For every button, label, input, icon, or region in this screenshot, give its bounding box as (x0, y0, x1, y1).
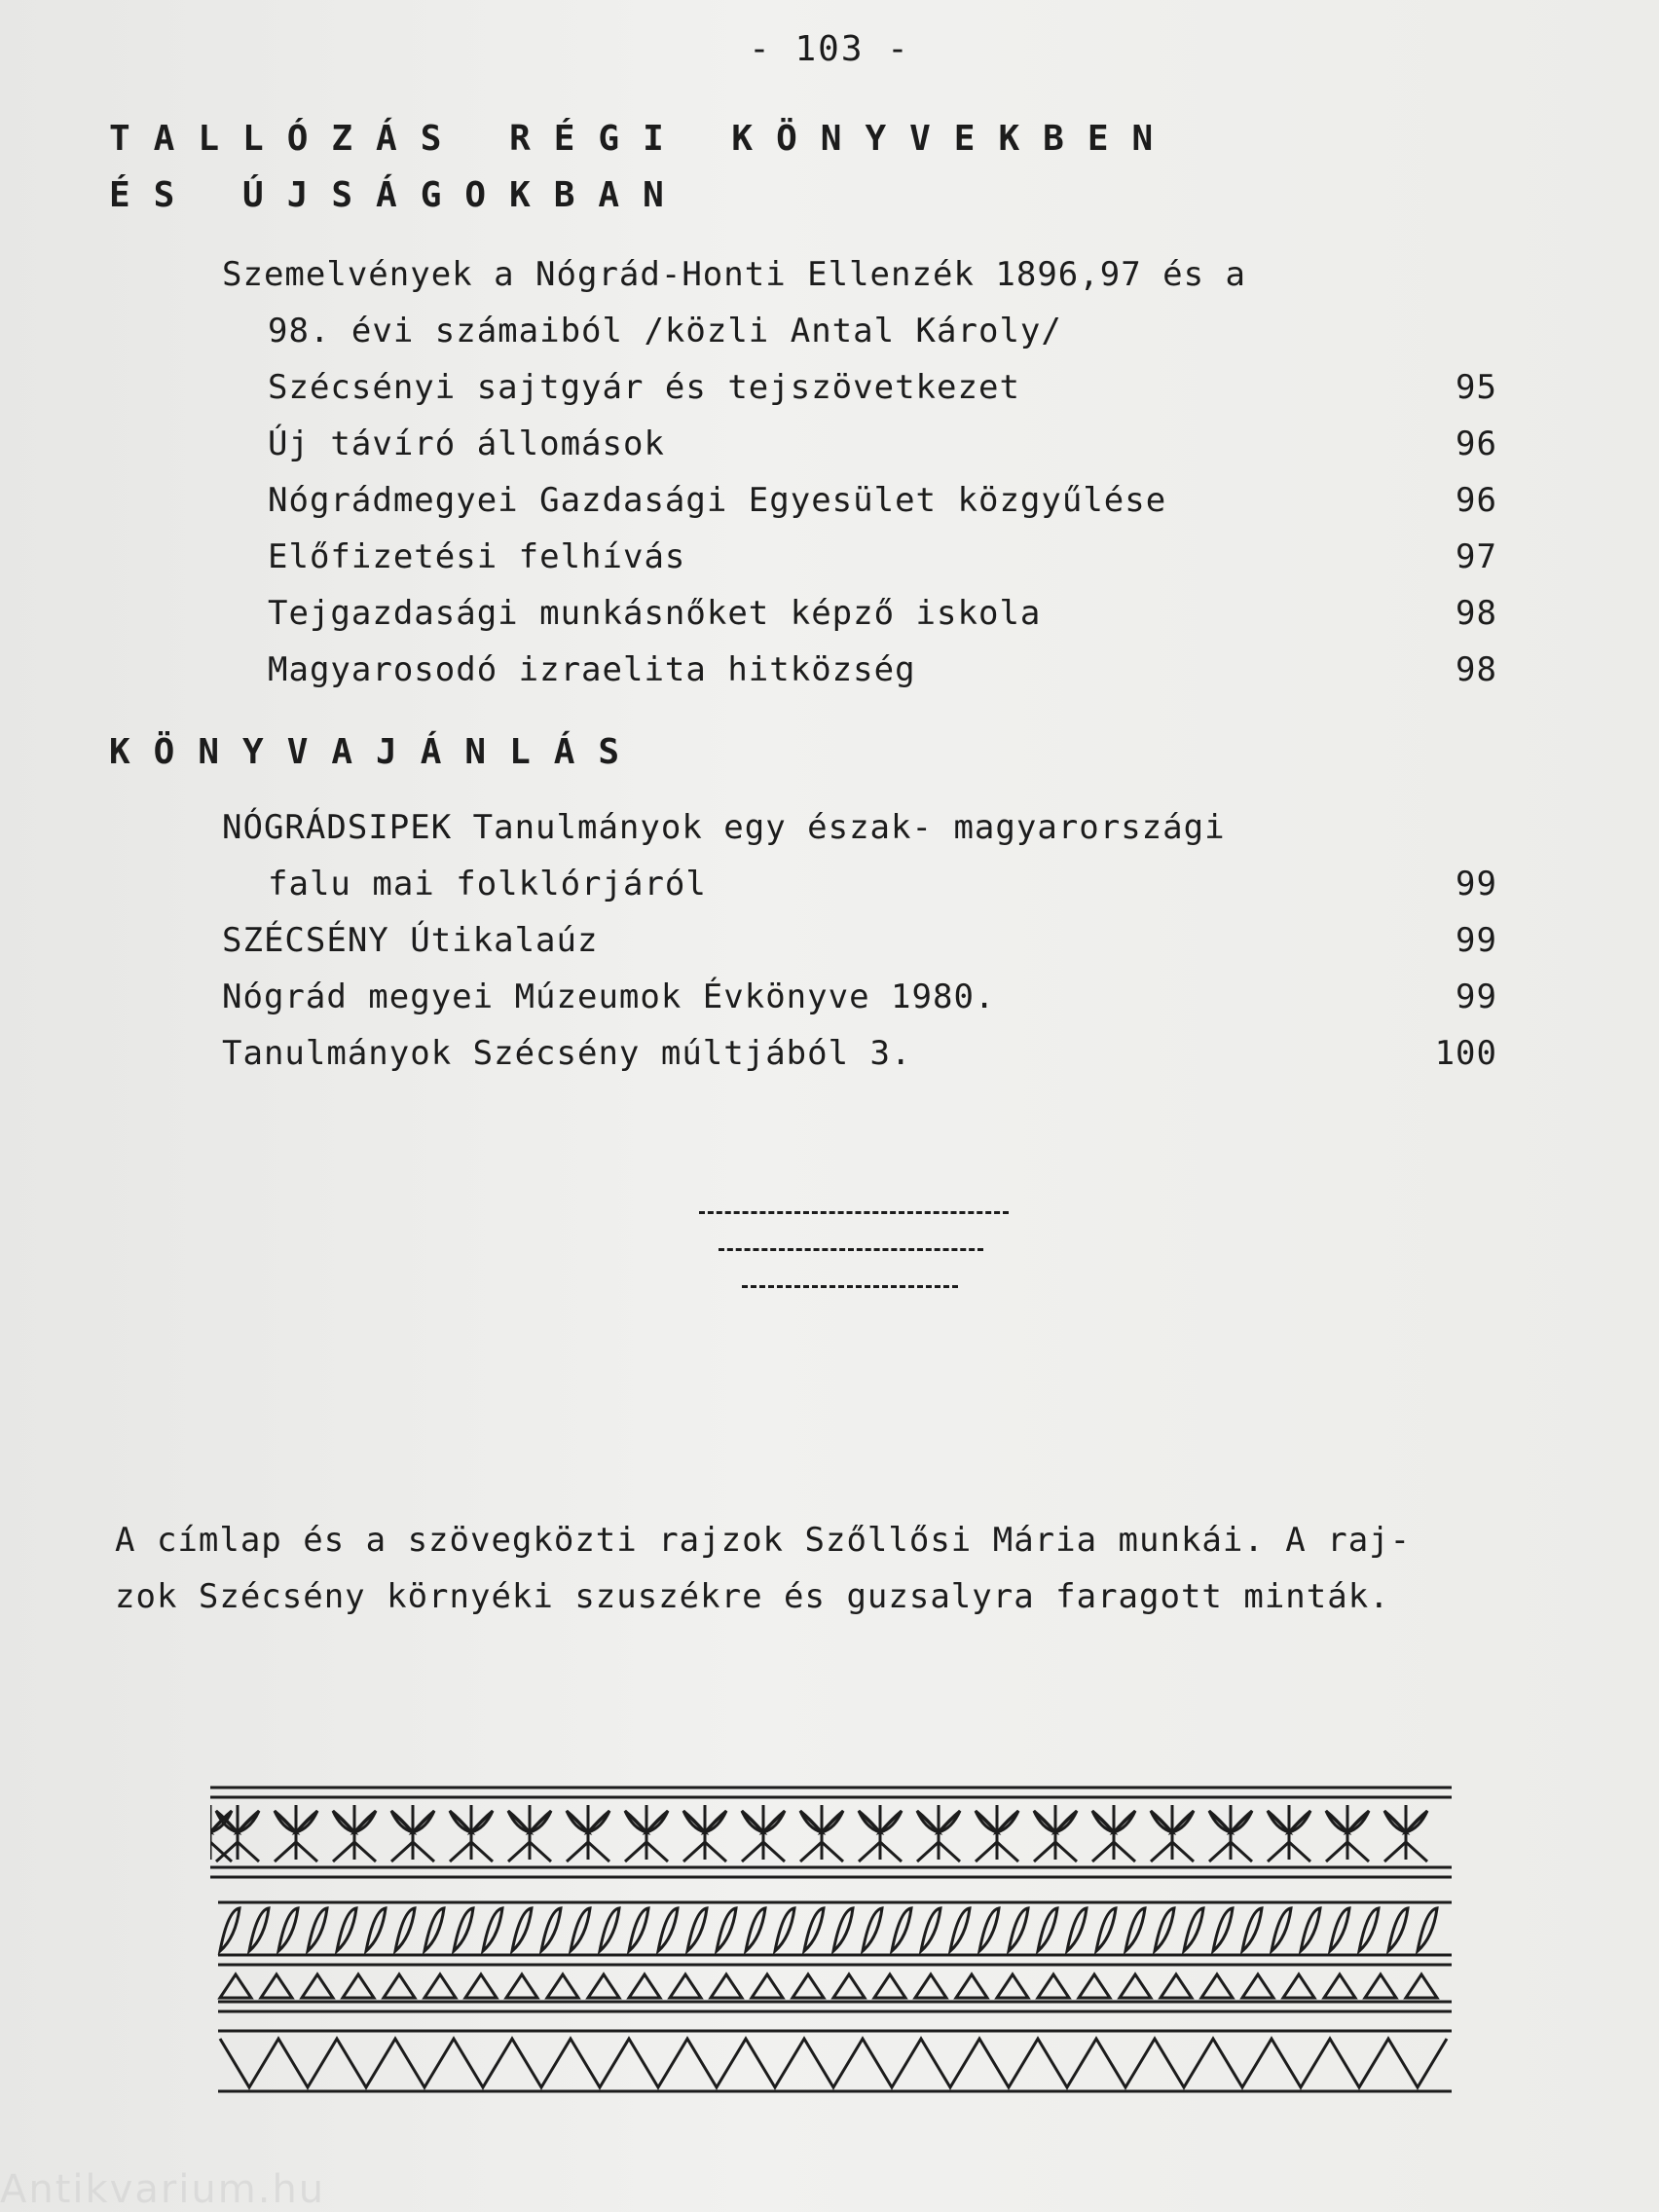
recommendation-page: 99 (1456, 977, 1497, 1016)
toc-entry-page: 95 (1456, 368, 1497, 407)
toc-entry-title: Előfizetési felhívás (268, 537, 686, 576)
recommendation-line: SZÉCSÉNY Útikalaúz (222, 921, 599, 960)
recommendation-line: falu mai folklórjáról (268, 865, 707, 903)
recommendation-page: 100 (1434, 1034, 1497, 1073)
recommendation-line: NÓGRÁDSIPEK Tanulmányok egy észak- magyarországi (222, 808, 1226, 847)
intro-line-1: Szemelvények a Nógrád-Honti Ellenzék 1896,97 és a (222, 255, 1247, 294)
toc-entry-title: Szécsényi sajtgyár és tejszövetkezet (268, 368, 1020, 407)
toc-entry-page: 98 (1456, 594, 1497, 633)
toc-entry-page: 96 (1456, 481, 1497, 520)
recommendation-line: Tanulmányok Szécsény múltjából 3. (222, 1034, 912, 1073)
toc-entry-page: 96 (1456, 424, 1497, 463)
dashed-divider (699, 1211, 1009, 1214)
dashed-divider (719, 1248, 983, 1251)
toc-entry-title: Magyarosodó izraelita hitközség (268, 650, 916, 689)
toc-entry-title: Tejgazdasági munkásnőket képző iskola (268, 594, 1042, 633)
caption-line-2: zok Szécsény környéki szuszékre és guzsalyra faragott minták. (115, 1577, 1390, 1616)
section-title-konyvajanlas: KÖNYVAJÁNLÁS (109, 732, 644, 772)
folk-ornament-borders (210, 1784, 1452, 2095)
section-title-tallozas: TALLÓZÁS RÉGI KÖNYVEKBEN (109, 119, 1177, 159)
toc-entry-title: Nógrádmegyei Gazdasági Egyesület közgyűlése (268, 481, 1167, 520)
toc-entry-page: 97 (1456, 537, 1497, 576)
recommendation-page: 99 (1456, 921, 1497, 960)
antikvarium-watermark: Antikvarium.hu (0, 2167, 326, 2212)
toc-entry-page: 98 (1456, 650, 1497, 689)
caption-line-1: A címlap és a szövegközti rajzok Szőllősi Mária munkái. A raj- (115, 1521, 1412, 1560)
toc-entry-title: Új távíró állomások (268, 424, 665, 463)
page-number: - 103 - (749, 29, 910, 69)
recommendation-line: Nógrád megyei Múzeumok Évkönyve 1980. (222, 977, 996, 1016)
intro-line-2: 98. évi számaiból /közli Antal Károly/ (268, 312, 1062, 350)
dashed-divider (742, 1285, 958, 1288)
section-title-tallozas-line2: ÉS ÚJSÁGOKBAN (109, 175, 687, 215)
recommendation-page: 99 (1456, 865, 1497, 903)
